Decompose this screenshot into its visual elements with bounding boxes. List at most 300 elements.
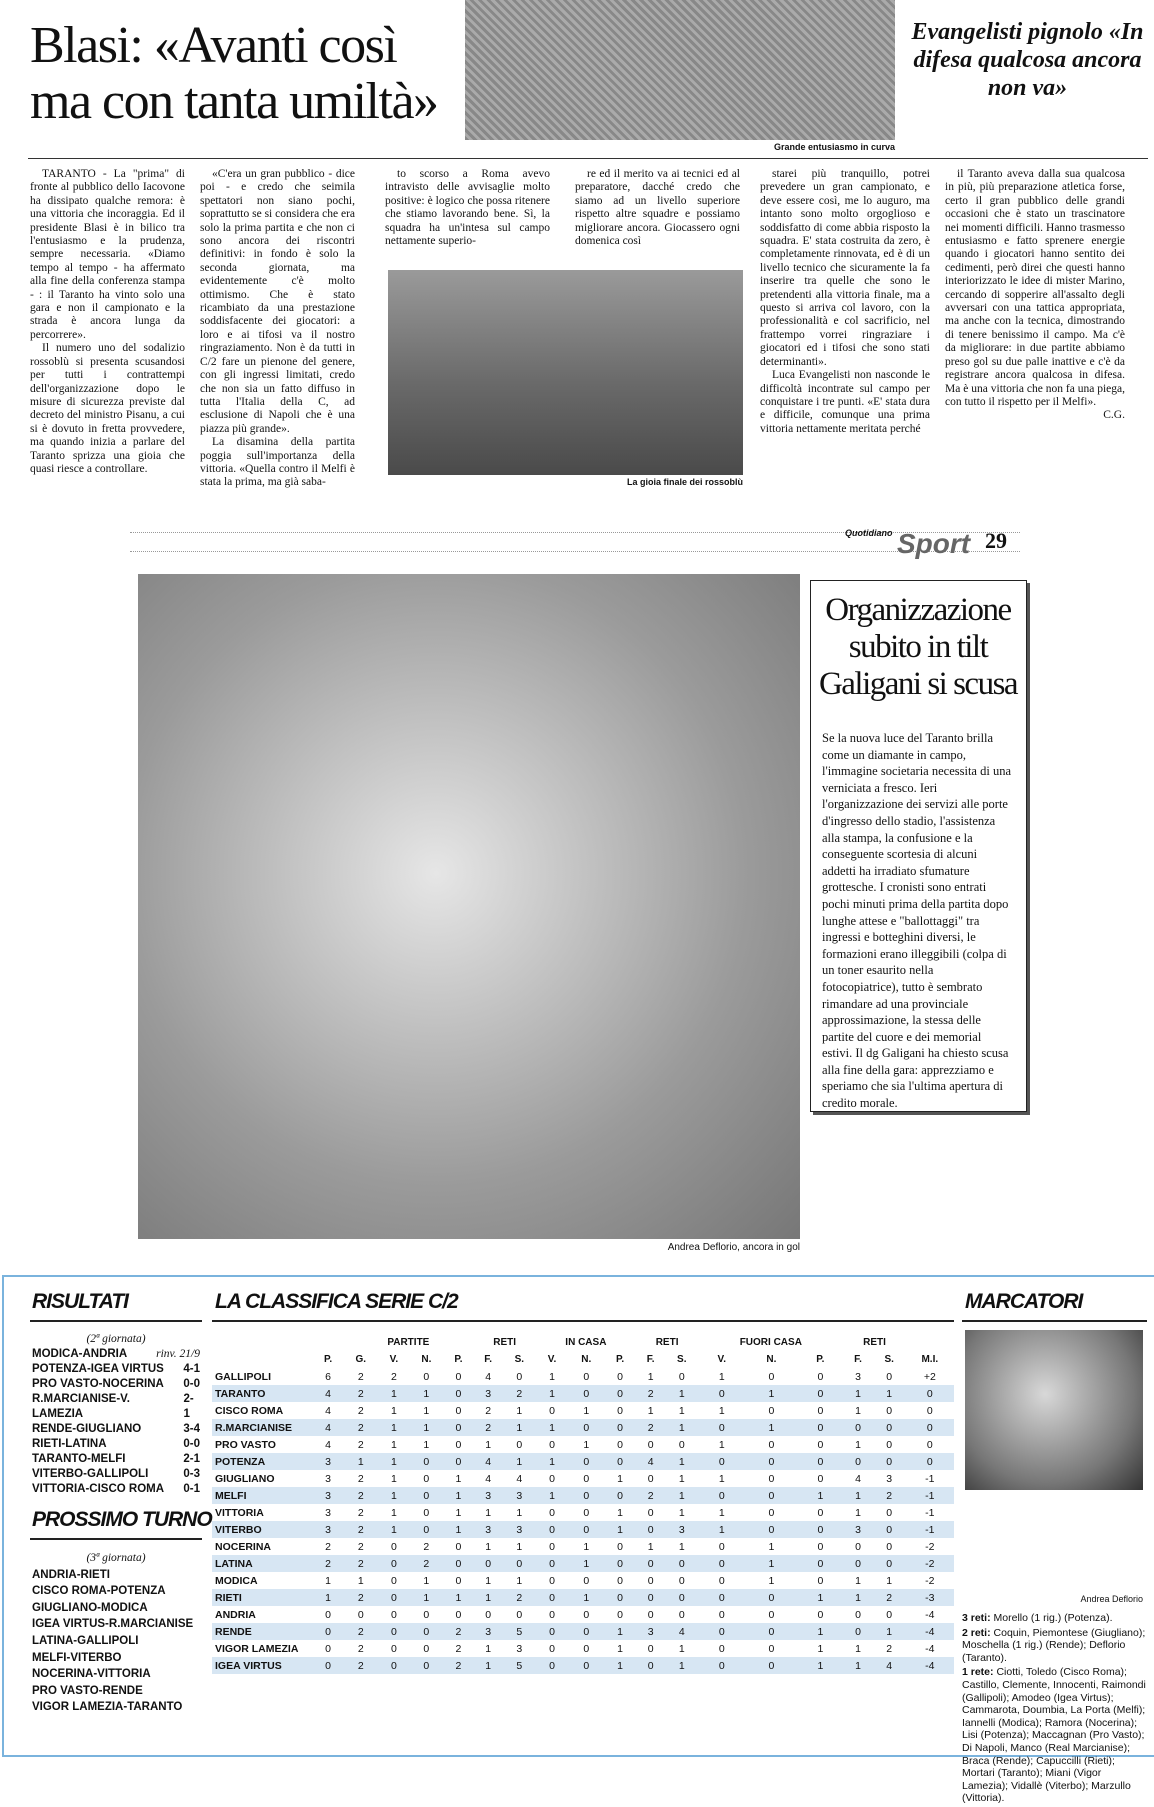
table-cell: 0	[817, 1540, 824, 1553]
table-cell: +2	[923, 1370, 936, 1383]
table-cell: 2	[443, 1657, 473, 1674]
table-cell: 0	[455, 1540, 462, 1553]
table-cell: 1	[718, 1404, 725, 1417]
table-cell: 3	[516, 1642, 523, 1655]
table-cell: 0	[536, 1589, 569, 1606]
table-cell: 1	[768, 1574, 775, 1587]
table-row	[212, 1470, 954, 1487]
table-cell: 0	[843, 1453, 872, 1470]
table-cell: 0	[698, 1623, 745, 1640]
team-name: MODICA	[215, 1574, 258, 1587]
table-cell: 2	[313, 1555, 343, 1572]
prossimo-rule	[30, 1538, 202, 1540]
table-cell: 1	[678, 1404, 685, 1417]
column-header: F.	[484, 1354, 493, 1365]
table-cell: 3	[665, 1521, 698, 1538]
table-cell: 2	[357, 1472, 364, 1485]
table-cell: 1	[325, 1574, 331, 1587]
table-cell: 1	[665, 1453, 698, 1470]
table-cell: 4	[474, 1453, 503, 1470]
table-cell: 2	[343, 1521, 378, 1538]
table-cell: 2	[423, 1540, 430, 1553]
team-name: ANDRIA	[215, 1608, 256, 1621]
table-cell: 5	[503, 1657, 536, 1674]
top-rule	[28, 158, 1148, 159]
article-col-5: starei più tranquillo, potrei prevedere un gran campionato, e deve essere così, me lo auguro, ma intanto sono molto orgoglioso e soddisfatto di come abbia risposto la squadra. E' stata costruita da zero, è completamente rinnovata, ed è di un livello tecnico che sicuramente la fa inserire tra quelle che sono le pretendenti alla vittoria finale, ma a questo si arriva col lavoro, con la professionalità e col sacrificio, nel frattempo vorrei ringraziare i giocatori ed i tifosi che sono stati determinanti». Luca Evangelisti non nasconde le difficoltà incontrate sul campo per conquistare i tre punti. «E' stata dura e difficile, comunque una prima vittoria nettamente meritata perché	[760, 168, 930, 435]
column-header: P.	[323, 1354, 333, 1365]
table-cell: 1	[485, 1642, 492, 1655]
caption-deflorio: Andrea Deflorio, ancora in gol	[667, 1242, 800, 1253]
table-row	[212, 1572, 954, 1589]
column-header: F.	[646, 1354, 655, 1365]
table-cell: 1	[485, 1506, 492, 1519]
table-cell: 4	[485, 1472, 492, 1485]
table-cell: 0	[455, 1370, 462, 1383]
caption-gioia: La gioia finale dei rossoblù	[626, 477, 743, 487]
table-cell: 3	[636, 1623, 665, 1640]
team-name: R.MARCIANISE	[212, 1419, 313, 1436]
table-cell: 0	[698, 1589, 745, 1606]
table-cell: 0	[817, 1404, 824, 1417]
list-item: PRO VASTO-NOCERINA 0-0	[32, 1378, 200, 1390]
prossimo-list: (3ª giornata) ANDRIA-RIETI CISCO ROMA-POTENZA GIUGLIANO-MODICA IGEA VIRTUS-R.MARCIANISE LATINA-GALLIPOLI MELFI-VITERBO NOCERINA-VITTORIA PRO VASTO-RENDE VIGOR LAMEZIA-TARANTO	[32, 1550, 200, 1716]
table-cell: 0	[718, 1642, 725, 1655]
table-cell: 0	[443, 1453, 473, 1470]
table-cell: 0	[536, 1555, 569, 1572]
table-cell: 0	[698, 1453, 745, 1470]
table-cell: 1	[873, 1623, 906, 1640]
table-cell: 1	[455, 1506, 462, 1519]
table-cell: 0	[768, 1608, 775, 1621]
team-name: CISCO ROMA	[215, 1404, 284, 1417]
table-cell: 2	[357, 1404, 364, 1417]
table-cell: 0	[797, 1453, 843, 1470]
table-cell: 0	[843, 1419, 872, 1436]
list-item: POTENZA-IGEA VIRTUS 4-1	[32, 1363, 200, 1375]
table-cell: 1	[549, 1370, 555, 1383]
table-cell: 0	[768, 1404, 775, 1417]
table-cell: -4	[906, 1657, 954, 1674]
photo-gioia	[388, 270, 743, 475]
table-cell: 0	[817, 1370, 824, 1383]
table-cell: 0	[325, 1608, 331, 1621]
table-cell: 1	[745, 1555, 797, 1572]
table-cell: 0	[568, 1453, 604, 1470]
table-cell: 1	[583, 1438, 590, 1451]
table-cell: 0	[604, 1385, 636, 1402]
team-name: VITERBO	[212, 1521, 313, 1538]
table-cell: 1	[604, 1657, 636, 1674]
table-cell: 1	[390, 1404, 397, 1417]
table-cell: 1	[855, 1642, 861, 1655]
table-cell: 1	[768, 1540, 775, 1553]
table-cell: 1	[378, 1419, 409, 1436]
photo-deflorio	[138, 574, 800, 1239]
table-cell: 2	[357, 1506, 364, 1519]
table-cell: 1	[797, 1589, 843, 1606]
table-cell: 1	[718, 1438, 725, 1451]
table-cell: 0	[568, 1657, 604, 1674]
table-cell: 1	[873, 1385, 906, 1402]
table-cell: 0	[357, 1608, 364, 1621]
table-cell: 0	[604, 1487, 636, 1504]
list-item: RENDE-GIUGLIANO 3-4	[32, 1423, 200, 1435]
table-row	[212, 1453, 954, 1470]
table-cell: 0	[568, 1419, 604, 1436]
marcatori-photo	[965, 1330, 1143, 1490]
table-cell: 1	[855, 1438, 861, 1451]
table-cell: 0	[873, 1521, 906, 1538]
column-header: M.I.	[921, 1354, 939, 1365]
table-cell: 0	[516, 1438, 523, 1451]
table-cell: 2	[343, 1419, 378, 1436]
table-row	[212, 1385, 954, 1402]
table-cell: 2	[357, 1438, 364, 1451]
table-cell: 1	[843, 1385, 872, 1402]
table-cell: 0	[886, 1540, 893, 1553]
list-item: CISCO ROMA-POTENZA	[32, 1585, 166, 1598]
table-cell: 1	[536, 1487, 569, 1504]
table-cell: 0	[617, 1540, 624, 1553]
table-cell: 1	[378, 1453, 409, 1470]
table-cell: 1	[617, 1506, 624, 1519]
list-item: RIETI-LATINA 0-0	[32, 1438, 200, 1450]
table-cell: 0	[390, 1540, 397, 1553]
table-cell: 1	[423, 1404, 430, 1417]
table-cell: 0	[665, 1589, 698, 1606]
table-cell: 0	[817, 1608, 824, 1621]
table-cell: 1	[583, 1404, 590, 1417]
table-cell: 1	[516, 1540, 523, 1553]
article-col-2: «C'era un gran pubblico - dice poi - e credo che seimila spettatori non siano pochi, soprattutto se si considera che era solo la prima partita e che non ci sono ancora dei riscontri definitivi: in fondo è solo la seconda giornata, ma evidentemente c'è molto ottimismo. Che è stato ricambiato da una prestazione soddisfacente dei giocatori: a loro e ai tifosi va il nostro ringraziamento. Non è da tutti in C/2 fare un pienone del genere, con gli ingressi limitati, credo che non sia un fatto diffuso in tutta l'Italia della C, ad esclusione di Napoli che è una piazza più grande». La disamina della partita poggia sull'importanza della vittoria. «Quella contro il Melfi è stata la prima, ma già saba-	[200, 168, 355, 489]
team-name: TARANTO	[212, 1385, 313, 1402]
table-cell: 0	[678, 1438, 685, 1451]
table-cell: 0	[583, 1472, 590, 1485]
column-header: N.	[581, 1354, 592, 1365]
table-cell: 0	[474, 1555, 503, 1572]
table-cell: 2	[325, 1540, 331, 1553]
table-cell: 1	[647, 1370, 654, 1383]
table-cell: 4	[636, 1453, 665, 1470]
table-cell: 1	[604, 1623, 636, 1640]
table-cell: 0	[745, 1487, 797, 1504]
table-cell: 1	[378, 1521, 409, 1538]
table-cell: 2	[474, 1419, 503, 1436]
photo-curva	[465, 0, 895, 140]
table-cell: 1	[516, 1404, 523, 1417]
table-cell: 0	[647, 1642, 654, 1655]
table-cell: 0	[423, 1642, 430, 1655]
table-cell: 0	[698, 1487, 745, 1504]
table-cell: 0	[378, 1555, 409, 1572]
classifica-table: PARTITE RETI IN CASA RETI FUORI CASA RETI P. G. V. N. P. F. S. V. N. P. F. S. V. N. P. F. S. M.I. GALLIPOLI 6 2 2 0 0 4 0 1 0 0 1 0 1 0 0 3 0 +2 TARANTO 4 2 1 1 0 3 2 1 0 0 2 1 0 1 0 1 1 0 CISCO ROMA 4 2 1 1 0 2 1 0 1 0 1 1 1 0 0 1 0 0 R.MARCIANISE 4 2 1 1 0 2 1 1 0 0 2 1 0 1 0 0 0 0 PRO VASTO 4 2 1 1 0 1 0 0 1 0 0 0 1 0 0 1 0 0 POTENZA 3 1 1 0 0 4 1 1 0 0 4 1 0 0 0 0 0 0 GIUGLIANO 3 2 1 0 1 4 4 0 0 1 0 1 1 0 0 4 3 -1 MELFI 3 2 1 0 1 3 3 1 0 0 2 1 0 0 1 1 2 -1 VITTORIA 3 2 1 0 1 1 1 0 0 1 0 1 1 0 0 1 0 -1 VITERBO 3 2 1 0 1 3 3 0 0 1 0 3 1 0 0 3 0 -1 NOCERINA 2 2 0 2 0 1 1 0 1 0 1 1 0 1 0 0 0 -2 LATINA 2 2 0 2 0 0 0 0 1 0 0 0 0 1 0 0 0 -2 MODICA 1 1 0 1 0 1 1 0 0 0 0 0 0 1 0 1 1 -2 RIETI 1 2 0 1 1 1 2 0 1 0 0 0 0 0 1 1 2 -3 ANDRIA 0 0 0 0 0 0 0 0 0 0 0 0 0 0 0 0 0 -4 RENDE 0 2 0 0 2 3 5 0 0 1 3 4 0 0 1 0 1 -4 VIGOR LAMEZIA 0 2 0 0 2 1 3 0 0 1 0 1 0 0 1 1 2 -4 IGEA VIRTUS 0 2 0 0 2 1 5 0 0 1 0 1 0 0 1 1 4 -4	[212, 1334, 954, 1674]
table-cell: 0	[617, 1404, 624, 1417]
table-cell: 1	[443, 1487, 473, 1504]
table-row	[212, 1368, 954, 1385]
table-cell: -2	[925, 1540, 935, 1553]
table-cell: 0	[455, 1438, 462, 1451]
team-name: IGEA VIRTUS	[212, 1657, 313, 1674]
table-cell: 1	[678, 1540, 685, 1553]
table-cell: 0	[549, 1540, 555, 1553]
table-cell: 1	[843, 1589, 872, 1606]
table-cell: 1	[665, 1419, 698, 1436]
organizzazione-body: Se la nuova luce del Taranto brilla come un diamante in campo, l'immagine societaria necessita di una verniciata a fresco. Ieri l'organizzazione dei servizi alle porte d'ingresso dello stadio, l'assistenza alla stampa, la confusione e la conseguente scortesia di alcuni addetti ha irradiato sfumature grottesche. I cronisti sono entrati pochi minuti prima della partita dopo lunghe attese e "ballottaggi" tra ingressi e botteghini diversi, le formazioni erano illeggibili (colpa di un toner esaurito nella fotocopiatrice), tutto è sembrato rimandare ad una provinciale approssimazione, la stessa delle partite del cuore e dei memorial estivi. Il dg Galigani ha chiesto scusa alla fine della gara: apprezziamo e speriamo che sia l'ultima apertura di credito morale.	[822, 731, 1011, 1111]
table-cell: 0	[886, 1438, 893, 1451]
table-cell: -1	[906, 1521, 954, 1538]
table-cell: 0	[409, 1487, 443, 1504]
table-cell: 0	[768, 1472, 775, 1485]
table-cell: 2	[503, 1589, 536, 1606]
table-cell: 0	[409, 1623, 443, 1640]
table-cell: -3	[906, 1589, 954, 1606]
table-cell: 0	[604, 1555, 636, 1572]
table-cell: 0	[313, 1623, 343, 1640]
table-cell: 1	[503, 1453, 536, 1470]
table-cell: 0	[817, 1574, 824, 1587]
prossimo-title: PROSSIMO TURNO	[32, 1508, 212, 1531]
table-cell: 0	[485, 1608, 492, 1621]
table-cell: 1	[698, 1521, 745, 1538]
table-cell: 3	[503, 1521, 536, 1538]
table-cell: 1	[390, 1472, 397, 1485]
table-cell: 0	[797, 1419, 843, 1436]
table-cell: 4	[485, 1370, 492, 1383]
table-row	[212, 1487, 954, 1504]
column-header: S.	[884, 1354, 894, 1365]
table-cell: 1	[503, 1419, 536, 1436]
table-cell: 0	[843, 1623, 872, 1640]
table-cell: 4	[855, 1472, 861, 1485]
table-cell: 1	[665, 1385, 698, 1402]
marcatori-title: MARCATORI	[965, 1290, 1083, 1313]
table-cell: 0	[568, 1521, 604, 1538]
table-cell: 0	[768, 1438, 775, 1451]
table-cell: 1	[516, 1506, 523, 1519]
table-cell: 0	[906, 1419, 954, 1436]
page-number: 29	[985, 528, 1007, 553]
table-cell: 0	[443, 1385, 473, 1402]
table-cell: 3	[325, 1506, 331, 1519]
table-cell: 2	[443, 1623, 473, 1640]
table-row	[212, 1436, 954, 1453]
list-item: LATINA-GALLIPOLI	[32, 1634, 139, 1647]
table-cell: 1	[455, 1472, 462, 1485]
table-cell: 4	[325, 1404, 331, 1417]
column-header: P.	[616, 1354, 625, 1365]
table-cell: 1	[390, 1506, 397, 1519]
table-cell: 0	[409, 1453, 443, 1470]
column-header: G.	[355, 1354, 367, 1365]
table-cell: 3	[313, 1453, 343, 1470]
table-cell: 2	[503, 1385, 536, 1402]
table-cell: 3	[313, 1521, 343, 1538]
column-header: V.	[389, 1354, 399, 1365]
table-cell: 0	[636, 1555, 665, 1572]
table-cell: 0	[617, 1574, 624, 1587]
table-cell: 3	[474, 1487, 503, 1504]
team-name: POTENZA	[212, 1453, 313, 1470]
table-cell: 1	[745, 1385, 797, 1402]
table-row	[212, 1623, 954, 1640]
column-header: S.	[677, 1354, 687, 1365]
table-cell: 0	[455, 1404, 462, 1417]
table-row	[212, 1640, 954, 1657]
table-cell: -1	[925, 1472, 935, 1485]
list-item: ANDRIA-RIETI	[32, 1568, 110, 1581]
table-cell: 1	[409, 1385, 443, 1402]
table-cell: 3	[855, 1370, 861, 1383]
caption-curva: Grande entusiasmo in curva	[773, 142, 895, 152]
table-cell: 0	[536, 1623, 569, 1640]
table-cell: 1	[485, 1540, 492, 1553]
table-cell: 1	[474, 1657, 503, 1674]
table-cell: 0	[698, 1385, 745, 1402]
table-cell: 0	[617, 1608, 624, 1621]
article-col-3: to scorso a Roma avevo intravisto delle avvisaglie molto positive: è logico che possa ritenere che stiamo lavorando bene. Sì, la squadra ha un'intesa sul campo nettamente superio-	[385, 168, 550, 248]
table-cell: 0	[647, 1438, 654, 1451]
table-cell: 1	[536, 1419, 569, 1436]
table-cell: 0	[768, 1370, 775, 1383]
organizzazione-headline: Organizzazione subito in tilt Galigani si scusa	[818, 592, 1018, 702]
table-cell: 6	[325, 1370, 331, 1383]
table-cell: 1	[409, 1419, 443, 1436]
table-cell: 0	[797, 1521, 843, 1538]
table-cell: 0	[568, 1623, 604, 1640]
table-cell: 0	[745, 1657, 797, 1674]
article-col-4: re ed il merito va ai tecnici ed al preparatore, dacché credo che siamo ad un livello superiore rispetto altre squadre e possiamo migliorare ancora. Giocassero ogni domenica così	[575, 168, 740, 248]
table-cell: 0	[378, 1623, 409, 1640]
table-cell: 2	[390, 1370, 397, 1383]
table-cell: 0	[503, 1555, 536, 1572]
table-cell: 1	[678, 1642, 685, 1655]
table-cell: 1	[390, 1438, 397, 1451]
table-cell: 0	[906, 1453, 954, 1470]
risultati-list: (2ª giornata) MODICA-ANDRIA rinv. 21/9 POTENZA-IGEA VIRTUS 4-1 PRO VASTO-NOCERINA 0-0 R.MARCIANISE-V. LAMEZIA 2-1 RENDE-GIUGLIANO 3-4 RIETI-LATINA 0-0 TARANTO-MELFI 2-1 VITERBO-GALLIPOLI 0-3 VITTORIA-CISCO ROMA 0-1	[32, 1333, 200, 1495]
column-header: S.	[514, 1354, 525, 1365]
table-cell: 0	[873, 1555, 906, 1572]
table-cell: 0	[873, 1419, 906, 1436]
column-header: P.	[816, 1354, 825, 1365]
column-header: V.	[547, 1354, 557, 1365]
table-cell: 1	[797, 1657, 843, 1674]
table-cell: -4	[925, 1642, 935, 1655]
table-cell: 1	[678, 1472, 685, 1485]
table-cell: 0	[536, 1657, 569, 1674]
table-cell: 0	[636, 1521, 665, 1538]
table-row	[212, 1419, 954, 1436]
table-cell: 0	[665, 1555, 698, 1572]
marcatori-list: 3 reti: Morello (1 rig.) (Potenza). 2 reti: Coquin, Piemontese (Giugliano); Moschella (1 rig.) (Rende); Deflorio (Taranto). 1 rete: Ciotti, Toledo (Cisco Roma); Castillo, Clemente, Innocenti, Raimondi (Gallipoli); Amodeo (Igea Virtus); Cammarota, Doumbia, La Porta (Melfi); Iannelli (Modica); Ramora (Nocerina); Lisi (Potenza); Maccagnan (Pro Vasto); Di Napoli, Manco (Real Marcianise); Braca (Rende); Capuccilli (Rieti); Mortari (Taranto); Miani (Vigor Lamezia); Vidallè (Viterbo); Marzullo (Vittoria).	[962, 1612, 1146, 1805]
table-cell: 4	[516, 1472, 523, 1485]
table-row	[212, 1504, 954, 1521]
table-cell: -4	[906, 1623, 954, 1640]
table-cell: 0	[455, 1574, 462, 1587]
table-cell: 0	[817, 1438, 824, 1451]
team-name: MELFI	[212, 1487, 313, 1504]
article-col-1: TARANTO - La "prima" di fronte al pubblico dello Iacovone ha dissipato qualche remora: è una vittoria che incoraggia. Ed il presidente Blasi è in bilico tra l'entusiasmo e la prudenza, sempre necessaria. «Diamo tempo al tempo - ha affermato alla fine della conferenza stampa - : il Taranto ha vinto solo una gara e non il campionato e la strada è ancora lunga da percorrere». Il numero uno del sodalizio rossoblù si presenta scusandosi per tutti i contrattempi dell'organizzazione dopo le misure di sicurezza previste dal decreto del ministro Pisanu, a cui si è dovuto in fretta provvedere, ma quando inizia a parlare del Taranto sprizza una gioia che quasi riesce a controllare.	[30, 168, 185, 475]
table-cell: 0	[549, 1438, 555, 1451]
table-cell: 1	[886, 1574, 893, 1587]
risultati-rule	[30, 1320, 202, 1322]
team-name: LATINA	[212, 1555, 313, 1572]
table-cell: -2	[925, 1574, 935, 1587]
table-cell: 1	[474, 1589, 503, 1606]
table-cell: 0	[516, 1608, 523, 1621]
sport-logo: $^{Quotidiano}$ Sport	[845, 528, 971, 559]
table-cell: 0	[617, 1370, 624, 1383]
table-cell: -4	[925, 1608, 935, 1621]
table-cell: 0	[886, 1370, 893, 1383]
table-cell: 1	[718, 1472, 725, 1485]
table-cell: 0	[583, 1608, 590, 1621]
table-cell: 1	[604, 1521, 636, 1538]
table-cell: 0	[604, 1419, 636, 1436]
column-header: P.	[454, 1354, 463, 1365]
table-row	[212, 1589, 954, 1606]
table-cell: 0	[678, 1608, 685, 1621]
table-cell: 2	[455, 1642, 462, 1655]
table-cell: 1	[378, 1385, 409, 1402]
table-cell: 0	[583, 1574, 590, 1587]
table-cell: 0	[718, 1574, 725, 1587]
table-cell: 1	[583, 1540, 590, 1553]
table-cell: 1	[409, 1589, 443, 1606]
list-item: VITTORIA-CISCO ROMA 0-1	[32, 1483, 200, 1495]
team-name: NOCERINA	[215, 1540, 272, 1553]
table-cell: 3	[474, 1623, 503, 1640]
table-cell: 0	[549, 1574, 555, 1587]
table-cell: 0	[768, 1506, 775, 1519]
table-cell: 0	[745, 1589, 797, 1606]
table-cell: 0	[886, 1506, 893, 1519]
table-cell: 0	[797, 1555, 843, 1572]
table-cell: 4	[313, 1385, 343, 1402]
table-cell: 0	[604, 1453, 636, 1470]
table-cell: 1	[357, 1574, 364, 1587]
table-cell: 0	[583, 1370, 590, 1383]
list-item: MELFI-VITERBO	[32, 1651, 122, 1664]
table-cell: 1	[855, 1506, 861, 1519]
table-cell: 2	[357, 1642, 364, 1655]
table-cell: 0	[886, 1404, 893, 1417]
table-cell: 1	[423, 1438, 430, 1451]
list-item: VITERBO-GALLIPOLI 0-3	[32, 1468, 200, 1480]
article-col-6: il Taranto aveva dalla sua qualcosa in più, più preparazione atletica forse, certo il gran pubblico delle grandi occasioni che è stato un trascinatore nei momenti difficili. Hanno trasmesso entusiasmo e fatto sprenere energie quando i giocatori hanno sentito dei cedimenti, però direi che questi hanno interiorizzato le idee di mister Marino, cercando di sopperire all'assalto degli avversari con una tattica appropriata, ma anche con la tecnica, dimostrando di tenere benissimo il campo. Ma c'è da migliorare: in due partite abbiamo preso gol su due palle inattive e c'è da registrare ancora qualcosa in difesa. Ma è una vittoria che non fa una piega, con tutto il rispetto per il Melfi». C.G.	[945, 168, 1125, 422]
table-cell: 0	[797, 1385, 843, 1402]
table-cell: 0	[583, 1642, 590, 1655]
table-cell: 2	[873, 1589, 906, 1606]
table-cell: -1	[925, 1506, 935, 1519]
team-name: VITTORIA	[215, 1506, 264, 1519]
table-cell: 0	[855, 1540, 861, 1553]
table-cell: 0	[718, 1608, 725, 1621]
table-cell: 1	[378, 1487, 409, 1504]
table-cell: 2	[886, 1642, 893, 1655]
table-cell: 1	[485, 1574, 492, 1587]
table-cell: 3	[843, 1521, 872, 1538]
table-cell: 0	[409, 1521, 443, 1538]
table-cell: 4	[665, 1623, 698, 1640]
table-cell: 0	[698, 1657, 745, 1674]
table-cell: 0	[873, 1453, 906, 1470]
table-cell: -2	[906, 1555, 954, 1572]
table-cell: 0	[886, 1608, 893, 1621]
list-item: MODICA-ANDRIA rinv. 21/9	[32, 1348, 200, 1360]
table-cell: 0	[926, 1438, 933, 1451]
table-cell: 1	[536, 1385, 569, 1402]
table-cell: 1	[718, 1506, 725, 1519]
